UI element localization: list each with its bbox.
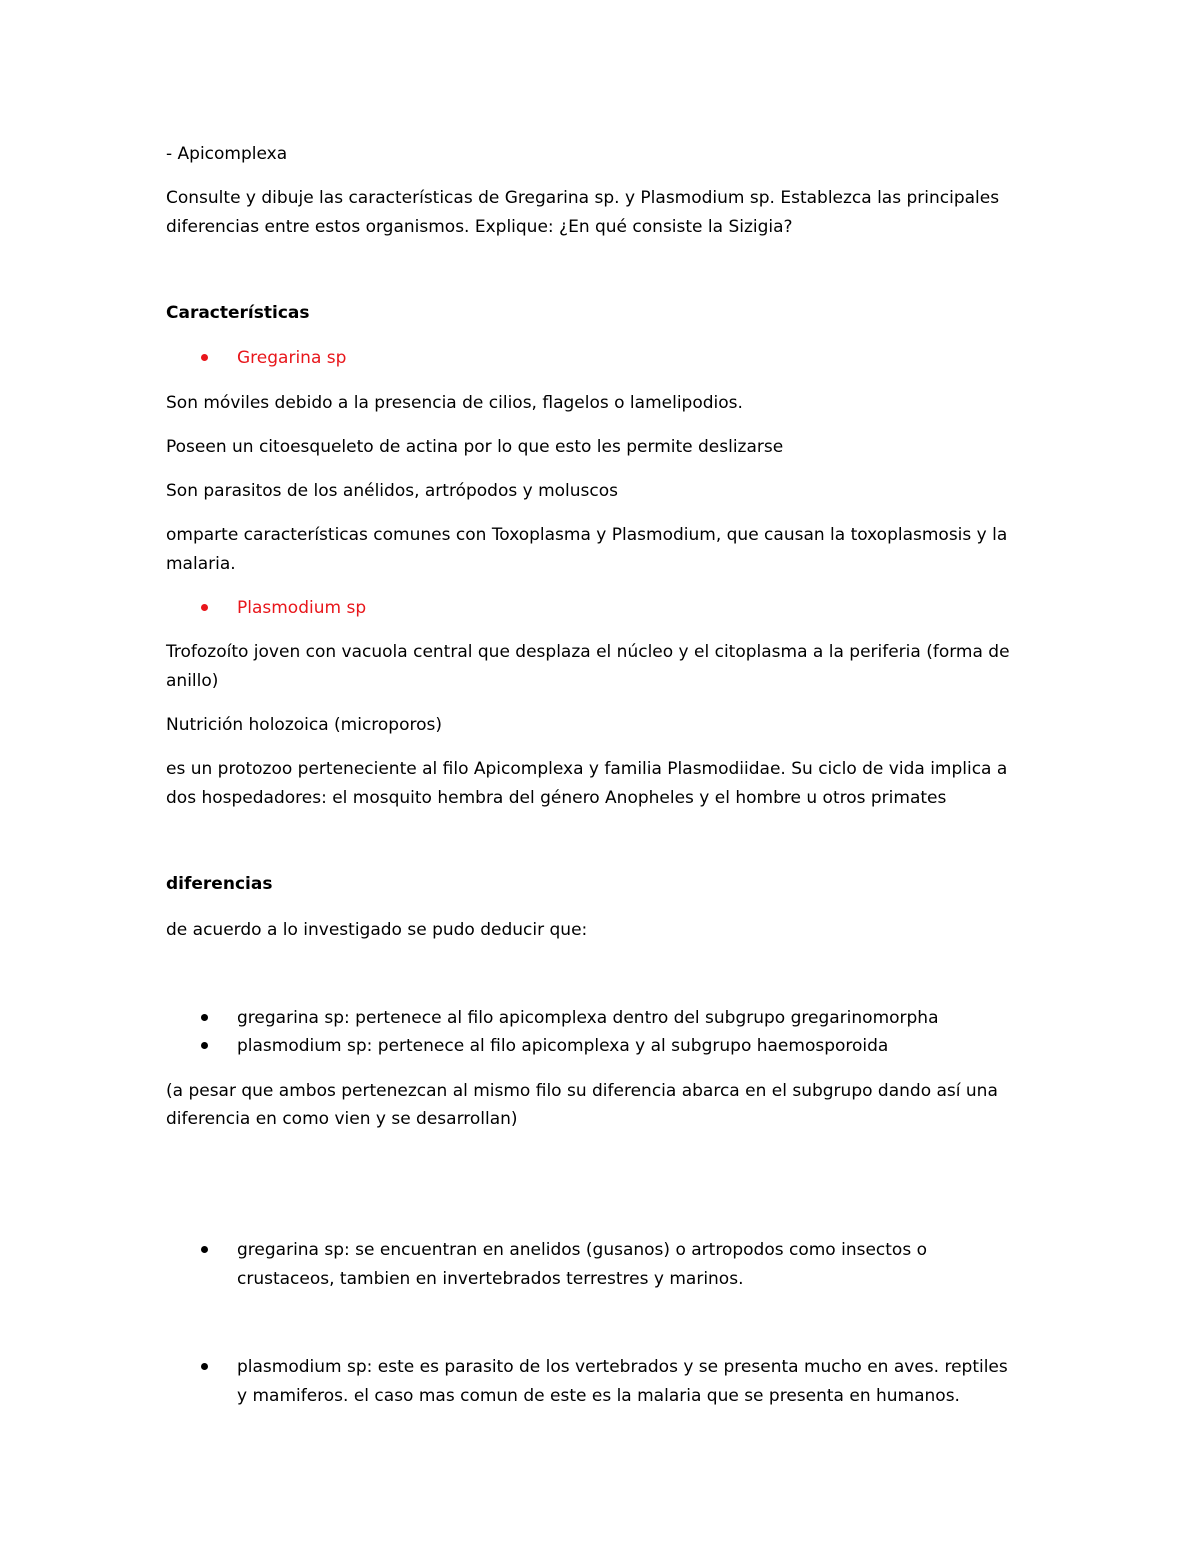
list-item: gregarina sp: pertenece al filo apicomplexa dentro del subgrupo gregarinomorpha bbox=[237, 1008, 939, 1028]
bullet-icon bbox=[201, 1042, 208, 1049]
prompt-line-1: Consulte y dibuje las características de Gregarina sp. y Plasmodium sp. Establezca las principales bbox=[166, 188, 1000, 208]
gregarina-line: omparte características comunes con Toxoplasma y Plasmodium, que causan la toxoplasmosis y la bbox=[166, 525, 1008, 545]
bullet-icon bbox=[201, 1246, 208, 1253]
subheading-gregarina: Gregarina sp bbox=[237, 348, 347, 368]
section-label: - Apicomplexa bbox=[166, 144, 288, 164]
prompt-line-2: diferencias entre estos organismos. Explique: ¿En qué consiste la Sizigia? bbox=[166, 217, 793, 237]
subheading-plasmodium: Plasmodium sp bbox=[237, 598, 367, 618]
list-item-line: crustaceos, tambien en invertebrados terrestres y marinos. bbox=[237, 1269, 744, 1289]
plasmodium-line: Trofozoíto joven con vacuola central que desplaza el núcleo y el citoplasma a la periferia (forma de bbox=[166, 642, 1010, 662]
note-line-2: diferencia en como vien y se desarrollan) bbox=[166, 1109, 518, 1129]
gregarina-line: Son móviles debido a la presencia de cilios, flagelos o lamelipodios. bbox=[166, 393, 743, 413]
bullet-icon bbox=[201, 1014, 208, 1021]
gregarina-line: malaria. bbox=[166, 554, 236, 574]
plasmodium-line: Nutrición holozoica (microporos) bbox=[166, 715, 443, 735]
list-item-line: y mamiferos. el caso mas comun de este es la malaria que se presenta en humanos. bbox=[237, 1386, 960, 1406]
bullet-icon bbox=[201, 604, 208, 611]
heading-caracteristicas: Características bbox=[166, 303, 310, 323]
heading-diferencias: diferencias bbox=[166, 874, 273, 894]
plasmodium-line: es un protozoo perteneciente al filo Apicomplexa y familia Plasmodiidae. Su ciclo de vida implica a bbox=[166, 759, 1008, 779]
list-item-line: gregarina sp: se encuentran en anelidos (gusanos) o artropodos como insectos o bbox=[237, 1240, 927, 1260]
gregarina-line: Son parasitos de los anélidos, artrópodos y moluscos bbox=[166, 481, 619, 501]
bullet-icon bbox=[201, 354, 208, 361]
gregarina-line: Poseen un citoesqueleto de actina por lo que esto les permite deslizarse bbox=[166, 437, 784, 457]
diferencias-intro: de acuerdo a lo investigado se pudo deducir que: bbox=[166, 920, 588, 940]
plasmodium-line: dos hospedadores: el mosquito hembra del género Anopheles y el hombre u otros primates bbox=[166, 788, 947, 808]
list-item-line: plasmodium sp: este es parasito de los vertebrados y se presenta mucho en aves. reptiles bbox=[237, 1357, 1008, 1377]
plasmodium-line: anillo) bbox=[166, 671, 219, 691]
list-item: plasmodium sp: pertenece al filo apicomplexa y al subgrupo haemosporoida bbox=[237, 1036, 889, 1056]
bullet-icon bbox=[201, 1363, 208, 1370]
note-line-1: (a pesar que ambos pertenezcan al mismo filo su diferencia abarca en el subgrupo dando así una bbox=[166, 1081, 998, 1101]
